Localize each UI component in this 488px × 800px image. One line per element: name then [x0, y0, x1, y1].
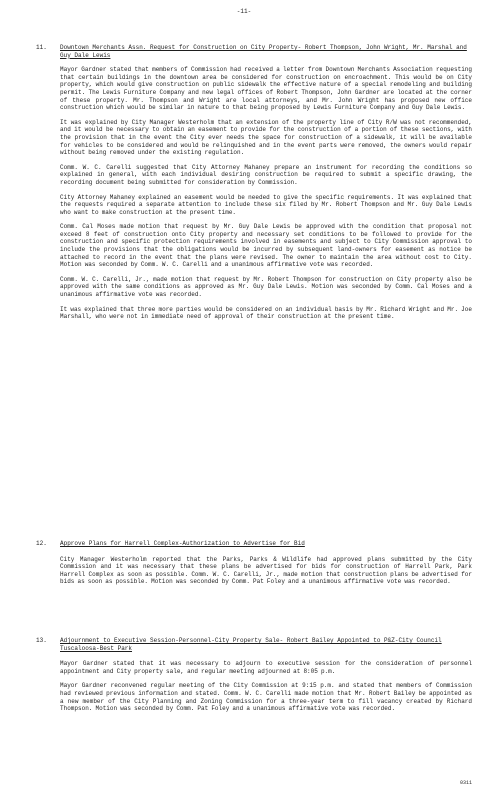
paragraph: Comm. W. C. Carelli, Jr., made motion that request by Mr. Robert Thompson for construction on City property also be approved with the same conditions as approved as Mr. Guy Dale Lewis. Motion was seconded by Comm. Cal Moses and a unanimous affirmative vote was recorded.	[60, 275, 472, 299]
item-body	[60, 44, 472, 321]
item-number: 13.	[36, 637, 47, 644]
paragraph: It was explained by City Manager Westerholm that an extension of the property line of City R/W was not recommended, and it would be necessary to obtain an easement to provide for the construction of a portion of these sections, with the provision that in the event the City ever needs the space for construction of a sidewalk, it will be available for vehicles to be considered and would be relinquished and in the event parts were removed, the owners would repair without being removed under the existing regulation.	[60, 118, 472, 157]
paragraph: City Attorney Mahaney explained an easement would be needed to give the specific requirements. It was explained that the requests required a separate attention to include these six filed by Mr. Robert Thompson and Mr. Guy Dale Lewis who want to make construction at the present time.	[60, 193, 472, 216]
item-number: 12.	[36, 540, 47, 547]
paragraph: It was explained that three more parties would be considered on an individual basis by Mr. Richard Wright and Mr. Joe Marshall, who were not in immediate need of approval of their construction at the present time.	[60, 305, 472, 321]
paragraph: Mayor Gardner stated that members of Commission had received a letter from Downtown Merchants Association requesting that certain buildings in the downtown area be considered for construction on encroachment. This would be on City property, which would give construction on public sidewalk the effective nature of a special remodeling and building permit. The Lewis Furniture Company and new legal offices of Robert Thompson, John Gardner are located at the corner of these property. Mr. Thompson and Wright are local attorneys, and Mr. John Wright has proposed new office construction which would be similar in nature to that being proposed by Lewis Furniture Company and Guy Dale Lewis.	[60, 66, 472, 112]
item-number: 11.	[36, 44, 47, 51]
paragraph: City Manager Westerholm reported that the Parks, Parks & Wildlife had approved plans submitted by the City Commission and it was necessary that these plans be advertised for bids for construction of Harrell Park, Park Harrell Complex as soon as possible. Comm. W. C. Carelli, Jr., made motion that construction plans be advertised for bids as soon as possible. Motion was seconded by Comm. Pat Foley and a unanimous affirmative vote was recorded.	[60, 555, 472, 586]
paragraph: Mayor Gardner stated that it was necessary to adjourn to executive session for the consideration of personnel appointment and City property sale, and regular meeting adjourned at 8:05 p.m.	[60, 660, 472, 675]
page-number: -11-	[236, 8, 252, 15]
item-title: Approve Plans for Harrell Complex-Authorization to Advertise for Bid	[60, 540, 305, 547]
paragraph: Comm. Cal Moses made motion that request by Mr. Guy Dale Lewis be approved with the condition that proposal not exceed 8 feet of construction onto City property and necessary set conditions to be followed to provide for the construction and specific protection requirements involved in easements and subject to City Commission approval to include the provisions that the obligations would be incurred by subsequent land-owners for easement as notice be attached to record in the event that the plans were revised. The owner to maintain the area without cost to City. Motion was seconded by Comm. W. C. Carelli and a unanimous affirmative vote was recorded.	[60, 223, 472, 269]
paragraph: Comm. W. C. Carelli suggested that City Attorney Mahaney prepare an instrument for recording the conditions so explained in general, with each individual desiring construction be required to submit a specific drawing, the recording document being submitted for consideration by Commission.	[60, 163, 472, 186]
paragraph: Mayor Gardner reconvened regular meeting of the City Commission at 9:15 p.m. and stated that members of Commission had reviewed previous information and stated. Comm. W. C. Carelli made motion that Mr. Robert Bailey be appointed as a new member of the City Planning and Zoning Commission for a three-year term to fill vacancy created by Richard Thompson. Motion was seconded by Comm. Pat Foley and a unanimous affirmative vote was recorded.	[60, 682, 472, 713]
page-footer-mark: 0311	[459, 780, 472, 787]
agenda-item-12	[36, 540, 472, 586]
agenda-item-11	[36, 44, 472, 321]
item-title: Adjournment to Executive Session-Personnel-City Property Sale- Robert Bailey Appointed to P&Z-City Council Tuscaloosa-Best Park	[60, 637, 442, 652]
item-title: Downtown Merchants Assn. Request for Construction on City Property- Robert Thompson, John Wright, Mr. Marshal and Guy Dale Lewis	[60, 44, 467, 59]
item-body	[60, 637, 472, 713]
agenda-item-13	[36, 637, 472, 713]
item-body	[60, 540, 472, 586]
